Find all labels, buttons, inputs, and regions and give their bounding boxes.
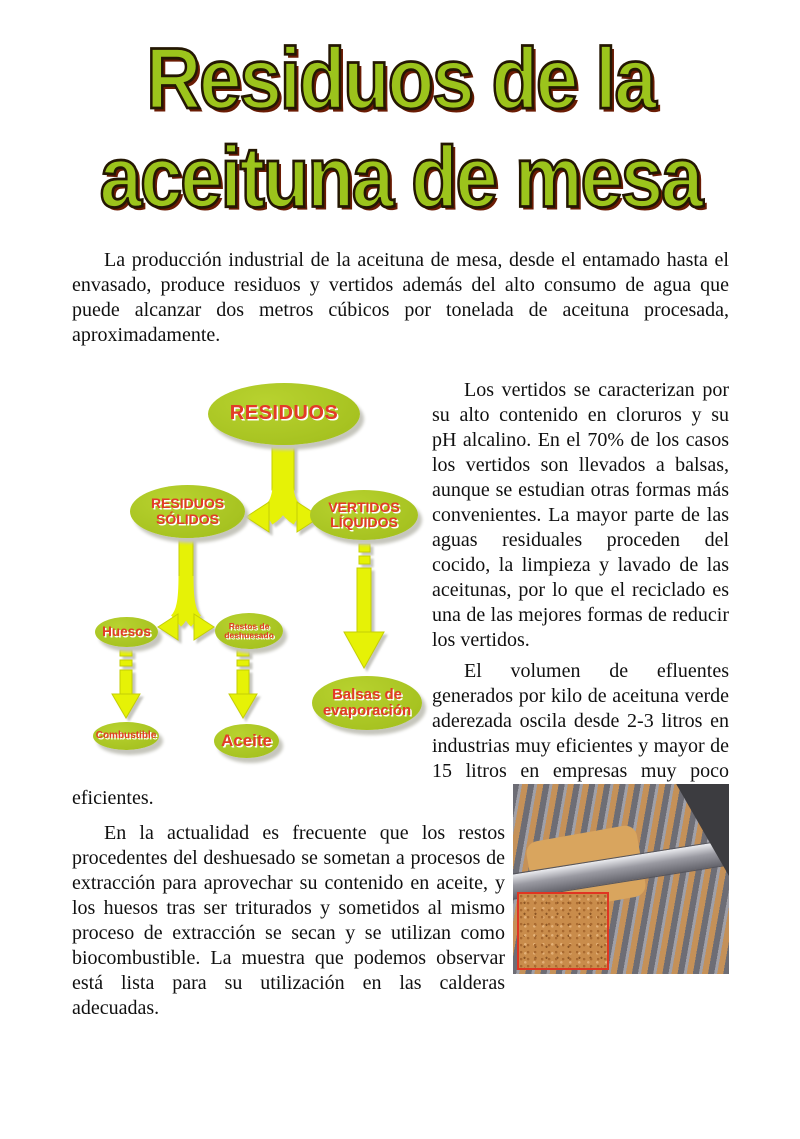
page-title [72,30,729,227]
biocombustible-paragraph: En la actualidad es frecuente que los restos procedentes del deshuesado se sometan a procesos de extracción para aprovechar su contenido en aceite, y los huesos tras ser triturados y sometidos al mismo proceso de extracción se secan y se utilizan como biocombustible. La muestra que podemos observar está lista para su utilización en las calderas adecuadas. [72,822,505,1019]
vertidos-paragraph: Los vertidos se caracterizan por su alto contenido en cloruros y su pH alcalino. En el 70% de los casos los vertidos son llevados a balsas, aunque se estudian otras formas más convenientes. La mayor parte de las aguas residuales proceden del cocido, la limpieza y lavado de las aceitunas, por lo que el reciclado es una de las mejores formas de reducir los vertidos. [432,379,729,651]
node-aceite [214,724,279,758]
node-huesos [95,617,158,647]
photo-inset-closeup [517,892,609,970]
node-combustible [93,722,159,750]
page-title-line2: aceituna de mesa [99,129,702,226]
efluentes-text-part2: poco eficientes. [72,760,730,809]
node-residuos-label: RESIDUOS [229,402,339,425]
node-vertidos-liquidos [310,490,418,540]
intro-paragraph: La producción industrial de la aceituna de mesa, desde el entamado hasta el envasado, produce residuos y vertidos además del alto consumo de agua que puede alcanzar dos metros cúbicos por tonelada de aceituna procesada, aproximadamente. [72,249,729,346]
arrowhead-to-combustible [112,694,140,718]
arrowhead-to-restos [194,614,214,640]
node-balsas-evaporacion [312,676,422,730]
node-restos-label: Restos de deshuesado [224,620,274,640]
efluentes-text-part1: El volumen de efluentes generados por kilo de aceituna verde aderezada oscila desde 2-3 litros en industrias muy eficientes y mayor de 15 litros en empresas muy [432,660,729,782]
page-title-line1: Residuos de la [146,31,655,128]
node-huesos-label: Huesos [102,623,151,639]
biofuel-sample-photo [513,784,729,974]
arrowhead-to-balsas [344,632,384,668]
node-aceite-label: Aceite [220,730,273,750]
node-residuos [208,383,360,445]
body-flow [72,378,729,1021]
node-residuos-solidos-label: RESIDUOS SÓLIDOS [150,495,225,527]
arrowhead-to-aceite [229,694,257,718]
arrowhead-to-huesos [158,614,178,640]
node-combustible-label: Combustible [95,729,157,741]
arrowhead-to-solidos [246,502,269,532]
residues-diagram [72,378,426,782]
node-vertidos-liquidos-label: VERTIDOS LÍQUIDOS [328,498,400,530]
node-restos-deshuesado [215,613,283,649]
node-balsas-label: Balsas de evaporación [322,685,412,719]
node-residuos-solidos [130,485,245,538]
